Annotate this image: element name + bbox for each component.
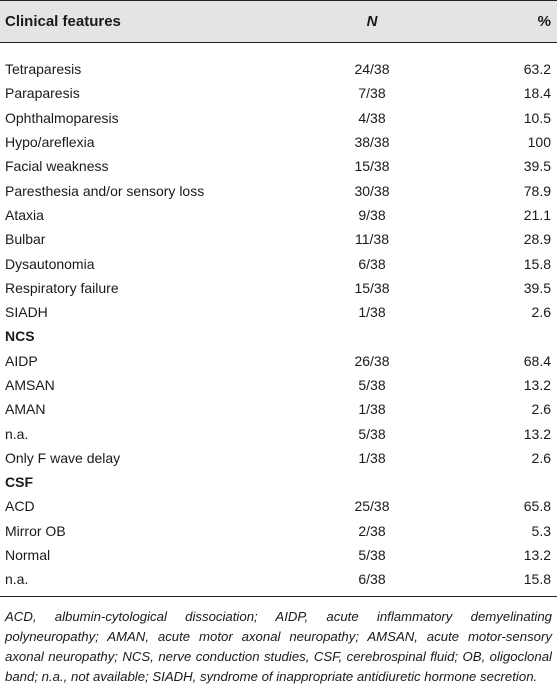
row-n: 2/38: [358, 522, 386, 539]
row-label: Bulbar: [5, 231, 46, 248]
row-label: Respiratory failure: [5, 279, 119, 296]
table-row: [0, 81, 557, 105]
row-percent: 18.4: [523, 85, 551, 102]
row-n: 11/38: [355, 231, 389, 248]
clinical-rows: [0, 57, 557, 324]
row-n: 25/38: [354, 498, 390, 515]
table-row: [0, 519, 557, 543]
row-percent: 39.5: [523, 158, 551, 175]
row-n: 5/38: [358, 425, 386, 442]
row-label: Ophthalmoparesis: [5, 109, 119, 126]
row-n: 26/38: [354, 352, 390, 369]
row-percent: 78.9: [523, 182, 551, 199]
table-row: [0, 178, 557, 202]
table-row: [0, 349, 557, 373]
row-n: 38/38: [354, 134, 390, 151]
table-row: [0, 567, 557, 591]
header-percent: %: [537, 13, 551, 30]
row-n: 5/38: [358, 547, 386, 564]
row-percent: 2.6: [531, 304, 551, 321]
table-row: [0, 397, 557, 421]
row-label: Facial weakness: [5, 158, 109, 175]
table-row: [0, 543, 557, 567]
row-label: AIDP: [5, 352, 38, 369]
row-percent: 15.8: [523, 571, 551, 588]
row-label: Mirror OB: [5, 522, 66, 539]
table-row: [0, 251, 557, 275]
row-label: SIADH: [5, 304, 48, 321]
row-label: n.a.: [5, 425, 29, 442]
row-n: 1/38: [358, 449, 386, 466]
table-row: [0, 57, 557, 81]
table-row: [0, 227, 557, 251]
row-percent: 10.5: [523, 109, 551, 126]
row-n: 24/38: [354, 61, 390, 78]
header-spacer: [0, 43, 557, 57]
row-n: 7/38: [358, 85, 386, 102]
row-n: 4/38: [358, 109, 386, 126]
header-n: N: [366, 13, 378, 30]
row-label: ACD: [5, 498, 35, 515]
row-n: 9/38: [358, 206, 386, 223]
row-n: 6/38: [358, 571, 386, 588]
table-row: [0, 300, 557, 324]
csf-rows: [0, 494, 557, 591]
table-row: [0, 203, 557, 227]
table-row: [0, 421, 557, 445]
row-label: Hypo/areflexia: [5, 134, 95, 151]
table-row: [0, 494, 557, 518]
table-header: [0, 0, 557, 43]
row-n: 1/38: [358, 401, 386, 418]
row-percent: 39.5: [523, 279, 551, 296]
row-percent: 100: [527, 134, 551, 151]
table-row: [0, 276, 557, 300]
row-percent: 65.8: [523, 498, 551, 515]
row-label: Only F wave delay: [5, 449, 121, 466]
row-percent: 68.4: [523, 352, 551, 369]
row-label: Tetraparesis: [5, 61, 82, 78]
row-label: Paraparesis: [5, 85, 80, 102]
row-percent: 63.2: [523, 61, 551, 78]
section-title-csf: CSF: [5, 474, 33, 491]
section-title-ncs: NCS: [5, 328, 35, 345]
row-label: n.a.: [5, 571, 29, 588]
table-row: [0, 106, 557, 130]
row-label: Dysautonomia: [5, 255, 95, 272]
row-percent: 28.9: [523, 231, 551, 248]
row-percent: 2.6: [531, 449, 551, 466]
table-row: [0, 446, 557, 470]
table-row: [0, 373, 557, 397]
table-footnote: ACD, albumin-cytological dissociation; AIDP, acute inflammatory demyelinating polyneuropathy; AMAN, acute motor axonal neuropathy; AMSAN, acute motor-sensory axonal neuropathy; NCS, nerve conduction studies, CSF, cerebrospinal fluid; OB, oligoclonal band; n.a., not available; SIADH, syndrome of inappropriate antidiuretic hormone secretion.: [5, 608, 552, 684]
table-row: [0, 154, 557, 178]
row-n: 30/38: [354, 182, 390, 199]
header-clinical-features: Clinical features: [5, 13, 121, 30]
row-percent: 13.2: [523, 547, 551, 564]
row-label: Normal: [5, 547, 51, 564]
ncs-rows: [0, 349, 557, 470]
row-label: Ataxia: [5, 206, 44, 223]
row-label: AMSAN: [5, 377, 55, 393]
row-label: Paresthesia and/or sensory loss: [5, 182, 205, 199]
row-percent: 13.2: [523, 377, 551, 393]
row-n: 6/38: [358, 255, 386, 272]
row-n: 15/38: [354, 158, 390, 175]
row-percent: 5.3: [531, 522, 551, 539]
row-percent: 15.8: [523, 255, 551, 272]
row-percent: 2.6: [531, 401, 551, 418]
row-percent: 21.1: [523, 206, 551, 223]
row-n: 5/38: [358, 377, 386, 393]
row-label: AMAN: [5, 401, 46, 418]
table-row: [0, 130, 557, 154]
row-n: 15/38: [354, 279, 390, 296]
row-n: 1/38: [358, 304, 386, 321]
row-percent: 13.2: [523, 425, 551, 442]
